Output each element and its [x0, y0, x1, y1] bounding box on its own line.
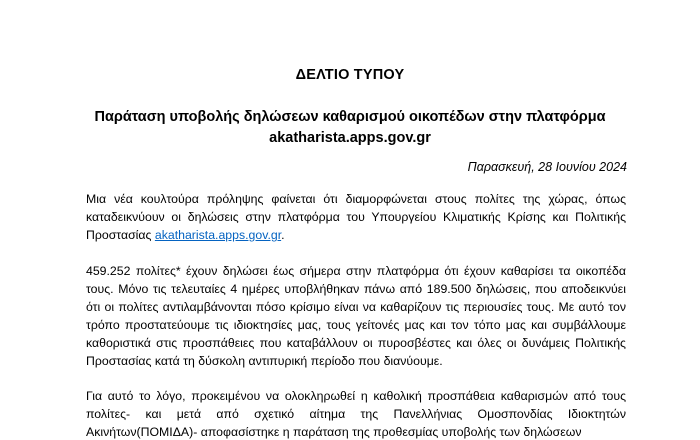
subtitle-line-2: akatharista.apps.gov.gr	[269, 130, 431, 146]
paragraph-1	[86, 190, 626, 244]
paragraph-1-end: .	[281, 228, 285, 242]
paragraph-1-text: Μια νέα κουλτούρα πρόληψης φαίνεται ότι διαμορφώνεται στους πολίτες της χώρας, όπως καταδεικνύουν οι δηλώσεις στην πλατφόρμα του Υπουργείου Κλιματικής Κρίσης και Πολιτικής Προστασίας	[86, 192, 626, 242]
paragraph-2: 459.252 πολίτες* έχουν δηλώσει έως σήμερα στην πλατφόρμα ότι έχουν καθαρίσει τα οικοπέδα τους. Μόνο τις τελευταίες 4 ημέρες υποβλήθηκαν πάνω από 189.500 δηλώσεις, που αποδεικνύει ότι οι πολίτες αντιλαμβάνονται πόσο κρίσιμο είναι να καθαρίζουν τις περιουσίες τους. Με αυτό τον τρόπο προστατεύουμε τις ιδιοκτησίες μας, τους γείτονές μας και τον τόπο μας και συμβάλλουμε καθοριστικά στις προσπάθειες που καταβάλλουν οι πυροσβέστες και όλες οι δυνάμεις Πολιτικής Προστασίας κατά τη δύσκολη αντιπυρική περίοδο που διανύουμε.	[86, 264, 626, 368]
platform-link[interactable]: akatharista.apps.gov.gr	[154, 228, 282, 242]
press-release-title: ΔΕΛΤΙΟ ΤΥΠΟΥ	[295, 67, 405, 83]
paragraph-3: Για αυτό το λόγο, προκειμένου να ολοκληρωθεί η καθολική προσπάθεια καθαρισμών από τους πολίτες- και μετά από σχετικό αίτημα της Πανελλήνιας Ομοσπονδίας Ιδιοκτητών Ακινήτων(ΠΟΜΙΔΑ)- αποφασίστηκε η παράταση της προθεσμίας υποβολής των δηλώσεων	[86, 389, 626, 439]
press-release-date: Παρασκευή, 28 Ιουνίου 2024	[467, 160, 627, 174]
press-release-subtitle	[40, 107, 660, 149]
subtitle-line-1: Παράταση υποβολής δηλώσεων καθαρισμού οικοπέδων στην πλατφόρμα	[94, 109, 606, 125]
